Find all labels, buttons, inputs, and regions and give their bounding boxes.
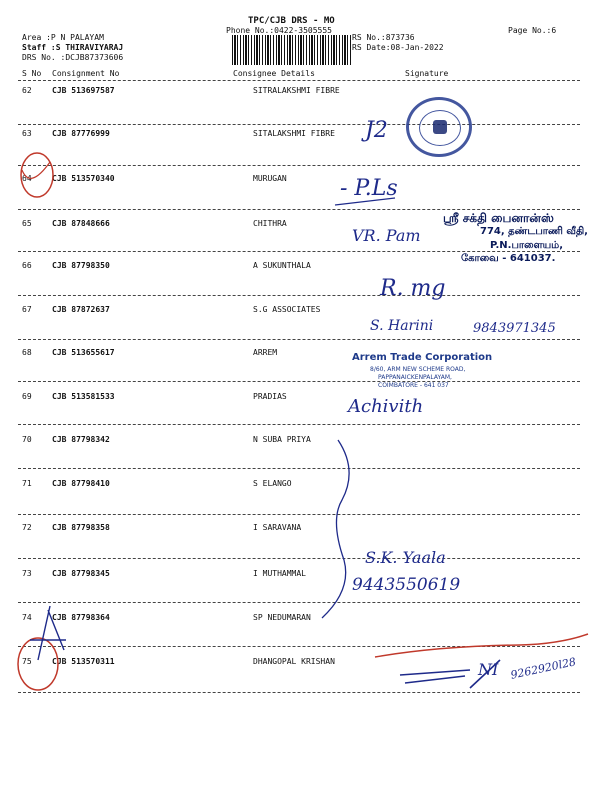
row-consignment: CJB 87798342 <box>52 435 110 444</box>
row-consignee: S.G ASSOCIATES <box>253 305 321 314</box>
row-consignment: CJB 513655617 <box>52 348 115 357</box>
row-sno: 63 <box>22 129 32 138</box>
handwritten-signature: NI <box>478 660 499 679</box>
column-header-consignee: Consignee Details <box>233 69 315 78</box>
row-consignment: CJB 87872637 <box>52 305 110 314</box>
row-sno: 62 <box>22 86 32 95</box>
row-sno: 73 <box>22 569 32 578</box>
handwritten-phone: 9262920l28 <box>509 655 578 682</box>
row-sno: 72 <box>22 523 32 532</box>
row-consignee: MURUGAN <box>253 174 287 183</box>
row-consignee: ARREM <box>253 348 278 357</box>
stamp-line: COIMBATORE - 641 037 <box>378 382 449 389</box>
rs-number: RS No.:873736 <box>352 33 415 42</box>
staff-label: Staff :S THIRAVIYARAJ <box>22 43 124 52</box>
column-header-sno: S No <box>22 69 42 78</box>
row-consignee: SITALAKSHMI FIBRE <box>253 129 335 138</box>
row-consignee: DHANGOPAL KRISHAN <box>253 657 335 666</box>
row-consignee: I SARAVANA <box>253 523 302 532</box>
row-consignment: CJB 513581533 <box>52 392 115 401</box>
row-consignment: CJB 87798350 <box>52 261 110 270</box>
handwritten-phone: 9443550619 <box>352 575 461 595</box>
blue-pen-mark <box>30 606 66 660</box>
stamp-line: 774, தண்டபாணி வீதி, <box>480 226 588 237</box>
row-sno: 66 <box>22 261 32 270</box>
phone-number: Phone No.:0422-3505555 <box>226 26 332 35</box>
stamp-line: Arrem Trade Corporation <box>352 352 493 363</box>
stamp-line: PAPPANAICKENPALAYAM, <box>378 374 452 381</box>
row-consignment: CJB 513697587 <box>52 86 115 95</box>
row-consignee: CHITHRA <box>253 219 287 228</box>
row-consignee: N SUBA PRIYA <box>253 435 311 444</box>
row-sno: 64 <box>22 174 32 183</box>
handwritten-signature: J2 <box>365 118 388 143</box>
blue-bracket-mark <box>322 440 349 618</box>
stamp-line: 8/60, ARM NEW SCHEME ROAD, <box>370 366 466 373</box>
row-consignment: CJB 87798358 <box>52 523 110 532</box>
row-consignment: CJB 87798410 <box>52 479 110 488</box>
row-consignment: CJB 87798345 <box>52 569 110 578</box>
stamp-line: கோவை - 641037. <box>461 253 556 264</box>
handwritten-signature: - P.Ls <box>340 176 398 201</box>
row-consignment: CJB 87848666 <box>52 219 110 228</box>
blue-underline-mark <box>335 198 395 205</box>
row-sno: 69 <box>22 392 32 401</box>
handwritten-signature: VR. Pam <box>352 226 421 245</box>
handwritten-phone: 9843971345 <box>473 321 556 336</box>
stamp-line: P.N.பாளையம், <box>490 240 564 251</box>
blue-scribble-mark <box>400 660 500 688</box>
handwritten-signature: S. Harini <box>370 318 434 334</box>
red-circle-mark <box>21 153 53 197</box>
row-consignee: A SUKUNTHALA <box>253 261 311 270</box>
row-consignee: SITRALAKSHMI FIBRE <box>253 86 340 95</box>
row-sno: 70 <box>22 435 32 444</box>
row-consignment: CJB 513570311 <box>52 657 115 666</box>
row-sno: 67 <box>22 305 32 314</box>
row-sno: 71 <box>22 479 32 488</box>
row-consignee: PRADIAS <box>253 392 287 401</box>
red-circle-mark <box>18 638 58 690</box>
row-consignee: S ELANGO <box>253 479 292 488</box>
row-consignee: SP NEDUMARAN <box>253 613 311 622</box>
column-header-signature: Signature <box>405 69 449 78</box>
row-sno: 74 <box>22 613 32 622</box>
row-consignee: I MUTHAMMAL <box>253 569 306 578</box>
area-label: Area :P N PALAYAM <box>22 33 104 42</box>
row-sno: 75 <box>22 657 32 666</box>
document-title: TPC/CJB DRS - MO <box>248 16 335 26</box>
drs-number: DRS No. :DCJB87373606 <box>22 53 124 62</box>
red-pen-line <box>375 634 588 657</box>
stamp-line: ஸ்ரீ சக்தி பைனான்ஸ் <box>443 211 554 225</box>
row-sno: 68 <box>22 348 32 357</box>
red-tick-mark <box>22 162 50 178</box>
row-consignment: CJB 513570340 <box>52 174 115 183</box>
handwritten-signature: R. mg <box>380 276 446 301</box>
handwritten-signature: Achivith <box>348 396 424 417</box>
page-number: Page No.:6 <box>508 26 557 35</box>
rs-date: RS Date:08-Jan-2022 <box>352 43 444 52</box>
handwritten-signature: S.K. Yaala <box>365 548 446 567</box>
row-sno: 65 <box>22 219 32 228</box>
row-consignment: CJB 87798364 <box>52 613 110 622</box>
column-header-consignment: Consignment No <box>52 69 120 78</box>
row-consignment: CJB 87776999 <box>52 129 110 138</box>
